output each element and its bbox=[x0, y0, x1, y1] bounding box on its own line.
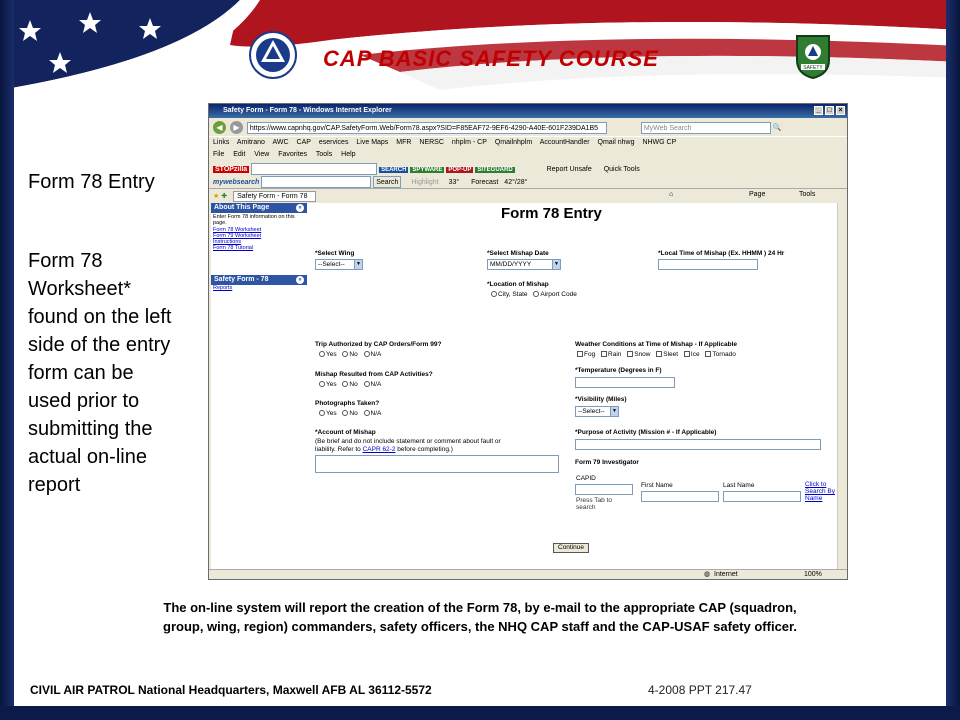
search-icon[interactable]: 🔍 bbox=[772, 124, 782, 132]
left-body-line: submitting the bbox=[28, 418, 153, 440]
no-label: No bbox=[349, 381, 358, 388]
rain-label: Rain bbox=[608, 351, 622, 358]
left-body-line: side of the entry bbox=[28, 334, 171, 356]
chevron-down-icon: ▼ bbox=[610, 407, 618, 416]
menu-edit[interactable]: Edit bbox=[233, 151, 246, 158]
footer-right: 4-2008 PPT 217.47 bbox=[648, 683, 752, 697]
link-item[interactable]: Qmail nhwg bbox=[597, 139, 635, 146]
caption-line: The on-line system will report the creation of the Form 78, by e-mail to the appropriate CAP (squadron, bbox=[163, 600, 797, 615]
mishap-date-picker[interactable] bbox=[487, 259, 561, 270]
tornado-label: Tornado bbox=[712, 351, 736, 358]
link-item[interactable]: Live Maps bbox=[356, 139, 389, 146]
mishap-date-label: *Select Mishap Date bbox=[487, 250, 549, 257]
left-body-line: actual on-line bbox=[28, 446, 147, 468]
form78-worksheet-link[interactable]: Form 78 Worksheet bbox=[213, 227, 262, 233]
window-title: Safety Form - Form 78 - Windows Internet Explorer bbox=[223, 107, 392, 114]
trip-authorized-label: Trip Authorized by CAP Orders/Form 99? bbox=[315, 341, 442, 348]
mishap-yes-radio[interactable] bbox=[319, 381, 325, 387]
weather-options bbox=[573, 351, 736, 358]
form79-worksheet-link[interactable]: Form 79 Worksheet bbox=[213, 233, 262, 239]
snow-label: Snow bbox=[634, 351, 651, 358]
search-by-name-link[interactable]: Click to Search By Name bbox=[805, 481, 835, 502]
continue-button[interactable]: Continue bbox=[553, 543, 589, 553]
minimize-button[interactable]: _ bbox=[814, 106, 823, 115]
mywebsearch-logo: mywebsearch bbox=[213, 178, 260, 186]
quick-tools[interactable]: Quick Tools bbox=[603, 165, 640, 173]
yes-label: Yes bbox=[326, 351, 337, 358]
caption-line: group, wing, region) commanders, safety officers, the NHQ CAP staff and the CAP-USAF safety officer. bbox=[163, 619, 797, 634]
no-label: No bbox=[349, 351, 358, 358]
link-item[interactable]: NHWG CP bbox=[642, 139, 677, 146]
ice-checkbox[interactable] bbox=[684, 351, 690, 357]
toolbar-mywebsearch bbox=[209, 175, 847, 188]
forecast-value: 42°/28° bbox=[504, 178, 528, 186]
vertical-scrollbar[interactable] bbox=[837, 203, 846, 569]
snow-checkbox[interactable] bbox=[627, 351, 633, 357]
select-wing-value: --Select-- bbox=[318, 261, 345, 268]
left-body-line: used prior to bbox=[28, 390, 140, 412]
web-search-input[interactable]: MyWeb Search bbox=[641, 122, 771, 134]
location-label: *Location of Mishap bbox=[487, 281, 549, 288]
home-icon[interactable]: ⌂ bbox=[669, 191, 674, 198]
first-name-input[interactable] bbox=[641, 491, 719, 502]
menu-help[interactable]: Help bbox=[341, 151, 356, 158]
photos-yes-radio[interactable] bbox=[319, 410, 325, 416]
back-icon[interactable]: ◀ bbox=[213, 121, 226, 134]
press-tab-hint: Press Tab to search bbox=[576, 497, 613, 511]
link-item[interactable]: NERSC bbox=[419, 139, 444, 146]
account-label: *Account of Mishap bbox=[315, 429, 376, 436]
purpose-input[interactable] bbox=[575, 439, 821, 450]
temperature-label: *Temperature (Degrees in F) bbox=[575, 367, 662, 374]
link-item[interactable]: AWC bbox=[272, 139, 289, 146]
menu-view[interactable]: View bbox=[254, 151, 270, 158]
close-button[interactable]: × bbox=[836, 106, 845, 115]
mishap-no-radio[interactable] bbox=[342, 381, 348, 387]
fog-label: Fog bbox=[584, 351, 596, 358]
trip-no-radio[interactable] bbox=[342, 351, 348, 357]
menu-tools[interactable]: Tools bbox=[315, 151, 333, 158]
about-text: Enter Form 78 information on this page. bbox=[213, 214, 295, 226]
na-label: N/A bbox=[370, 410, 382, 417]
address-bar-row bbox=[209, 118, 847, 136]
sidebar bbox=[211, 203, 307, 569]
trip-yes-radio[interactable] bbox=[319, 351, 325, 357]
tab-bar bbox=[209, 188, 847, 203]
mishap-date-value: MM/DD/YYYY bbox=[490, 261, 532, 268]
sleet-checkbox[interactable] bbox=[656, 351, 662, 357]
menu-file[interactable]: File bbox=[213, 151, 225, 158]
rain-checkbox[interactable] bbox=[601, 351, 607, 357]
favorites-star-icon[interactable]: ★ bbox=[213, 193, 220, 200]
svg-text:SAFETY: SAFETY bbox=[803, 65, 823, 71]
browser-window bbox=[208, 103, 848, 580]
temperature-input[interactable] bbox=[575, 377, 675, 388]
spyware-toggle[interactable]: SPYWARE bbox=[412, 166, 443, 173]
location-airport-radio[interactable] bbox=[533, 291, 539, 297]
tools-menu[interactable]: Tools bbox=[799, 191, 816, 198]
weather-label: Weather Conditions at Time of Mishap - If Applicable bbox=[575, 341, 738, 348]
purpose-label: *Purpose of Activity (Mission # - If Applicable) bbox=[575, 429, 717, 436]
yes-label: Yes bbox=[326, 381, 337, 388]
tab-safety-form[interactable]: Safety Form - Form 78 bbox=[233, 191, 316, 202]
mywebsearch-input[interactable] bbox=[261, 176, 371, 188]
chevron-down-icon: ▼ bbox=[354, 260, 362, 269]
local-time-label: *Local Time of Mishap (Ex. HHMM ) 24 Hr bbox=[658, 250, 785, 257]
collapse-icon[interactable]: « bbox=[296, 276, 304, 284]
link-item[interactable]: Amitrano bbox=[236, 139, 265, 146]
report-unsafe[interactable]: Report Unsafe bbox=[546, 165, 592, 173]
form-title: Form 78 Entry bbox=[501, 205, 602, 222]
links-bar bbox=[209, 136, 847, 150]
page-menu[interactable]: Page bbox=[749, 191, 766, 198]
account-textarea[interactable] bbox=[315, 455, 559, 473]
mishap-result-options bbox=[315, 381, 381, 388]
temperature-readout: 33° bbox=[448, 178, 460, 186]
tutorial-link[interactable]: Form 78 Tutorial bbox=[213, 245, 254, 251]
photos-options bbox=[315, 410, 381, 417]
highlight-button[interactable]: Highlight bbox=[411, 178, 439, 186]
ice-label: Ice bbox=[690, 351, 700, 358]
civil-air-patrol-logo bbox=[248, 30, 298, 80]
links-label: Links bbox=[213, 139, 230, 146]
about-header[interactable] bbox=[211, 203, 307, 213]
location-city-label: City, State bbox=[498, 291, 528, 298]
left-body-line: report bbox=[28, 474, 81, 496]
left-body-line: Worksheet* bbox=[28, 278, 132, 300]
last-name-label: Last Name bbox=[723, 482, 755, 489]
footer-left: CIVIL AIR PATROL National Headquarters, Maxwell AFB AL 36112-5572 bbox=[30, 683, 432, 697]
account-help-2 bbox=[315, 446, 453, 453]
trip-options bbox=[315, 351, 381, 358]
mishap-result-label: Mishap Resulted from CAP Activities? bbox=[315, 371, 433, 378]
slide-caption bbox=[60, 598, 900, 636]
link-item[interactable]: nhplm - CP bbox=[451, 139, 487, 146]
safety-header[interactable] bbox=[211, 275, 307, 285]
toolbar-stopzilla bbox=[209, 162, 847, 175]
account-help-end: before completing.) bbox=[397, 446, 453, 453]
left-body-line: Form 78 bbox=[28, 250, 103, 272]
search-badge[interactable]: SEARCH bbox=[381, 166, 407, 173]
location-city-radio[interactable] bbox=[491, 291, 497, 297]
forecast-label[interactable]: Forecast bbox=[471, 178, 499, 186]
last-name-input[interactable] bbox=[723, 491, 801, 502]
mishap-na-radio[interactable] bbox=[364, 381, 370, 387]
menu-bar bbox=[209, 150, 847, 162]
maximize-button[interactable]: □ bbox=[825, 106, 834, 115]
link-item[interactable]: MFR bbox=[396, 139, 412, 146]
no-label: No bbox=[349, 410, 358, 417]
tornado-checkbox[interactable] bbox=[705, 351, 711, 357]
select-wing-label: *Select Wing bbox=[315, 250, 355, 257]
safety-header-label: Safety Form - 78 bbox=[214, 276, 269, 283]
photos-label: Photographs Taken? bbox=[315, 400, 380, 407]
trip-na-radio[interactable] bbox=[364, 351, 370, 357]
left-heading: Form 78 Entry bbox=[28, 171, 155, 193]
visibility-label: *Visibility (Miles) bbox=[575, 396, 627, 403]
frame-right bbox=[946, 0, 960, 720]
frame-left bbox=[0, 0, 14, 720]
local-time-input[interactable] bbox=[658, 259, 758, 270]
about-header-label: About This Page bbox=[214, 204, 270, 211]
left-body-line: found on the left bbox=[28, 306, 172, 328]
sleet-label: Sleet bbox=[663, 351, 679, 358]
stopzilla-input[interactable] bbox=[251, 163, 377, 175]
instructions-link[interactable]: Instructions bbox=[213, 239, 242, 245]
location-options bbox=[487, 291, 577, 298]
account-help-1: (Be brief and do not include statement or comment about fault or bbox=[315, 438, 501, 445]
visibility-dropdown[interactable] bbox=[575, 406, 619, 417]
collapse-icon[interactable]: « bbox=[296, 204, 304, 212]
investigator-label: Form 79 Investigator bbox=[575, 459, 639, 466]
search-button[interactable]: Search bbox=[373, 176, 401, 188]
safety-shield-logo bbox=[793, 32, 833, 80]
na-label: N/A bbox=[370, 381, 382, 388]
link-item[interactable]: eservices bbox=[318, 139, 349, 146]
reports-link[interactable]: Reports bbox=[213, 285, 233, 291]
account-help-text: liability. Refer to bbox=[315, 446, 361, 453]
siteguard-toggle[interactable]: SITEGUARD bbox=[477, 166, 513, 173]
zoom-level[interactable]: 100% bbox=[804, 571, 822, 578]
na-label: N/A bbox=[370, 351, 382, 358]
chevron-down-icon: ▼ bbox=[552, 260, 560, 269]
stopzilla-logo: STOPzilla bbox=[215, 165, 248, 173]
forward-icon[interactable]: ▶ bbox=[230, 121, 243, 134]
menu-favorites[interactable]: Favorites bbox=[278, 151, 308, 158]
photos-no-radio[interactable] bbox=[342, 410, 348, 416]
location-airport-label: Airport Code bbox=[540, 291, 577, 298]
window-titlebar bbox=[209, 104, 847, 118]
globe-icon: ◍ bbox=[704, 571, 711, 578]
status-bar bbox=[209, 569, 847, 580]
photos-na-radio[interactable] bbox=[364, 410, 370, 416]
link-item[interactable]: Qmailnhplm bbox=[494, 139, 533, 146]
link-item[interactable]: AccountHandler bbox=[539, 139, 590, 146]
left-body bbox=[28, 247, 171, 499]
visibility-value: --Select-- bbox=[578, 408, 605, 415]
select-wing-dropdown[interactable] bbox=[315, 259, 363, 270]
yes-label: Yes bbox=[326, 410, 337, 417]
capid-input[interactable] bbox=[575, 484, 633, 495]
capid-label: CAPID bbox=[576, 475, 596, 482]
page-content bbox=[211, 203, 837, 569]
link-item[interactable]: CAP bbox=[296, 139, 311, 146]
zone-label: Internet bbox=[714, 571, 738, 578]
capr-link[interactable]: CAPR 62-2 bbox=[362, 446, 396, 453]
popup-toggle[interactable]: POP-UP bbox=[448, 166, 472, 173]
add-favorite-icon[interactable]: ✚ bbox=[221, 193, 228, 200]
slide-title: CAP BASIC SAFETY COURSE bbox=[323, 46, 659, 71]
address-input[interactable]: https://www.capnhq.gov/CAP.SafetyForm.Web/Form78.aspx?SID=F85EAF72-9EF6-4290-A40E-601F239DA1B5 bbox=[247, 122, 607, 134]
frame-bottom bbox=[0, 706, 960, 720]
left-body-line: form can be bbox=[28, 362, 134, 384]
fog-checkbox[interactable] bbox=[577, 351, 583, 357]
first-name-label: First Name bbox=[641, 482, 673, 489]
